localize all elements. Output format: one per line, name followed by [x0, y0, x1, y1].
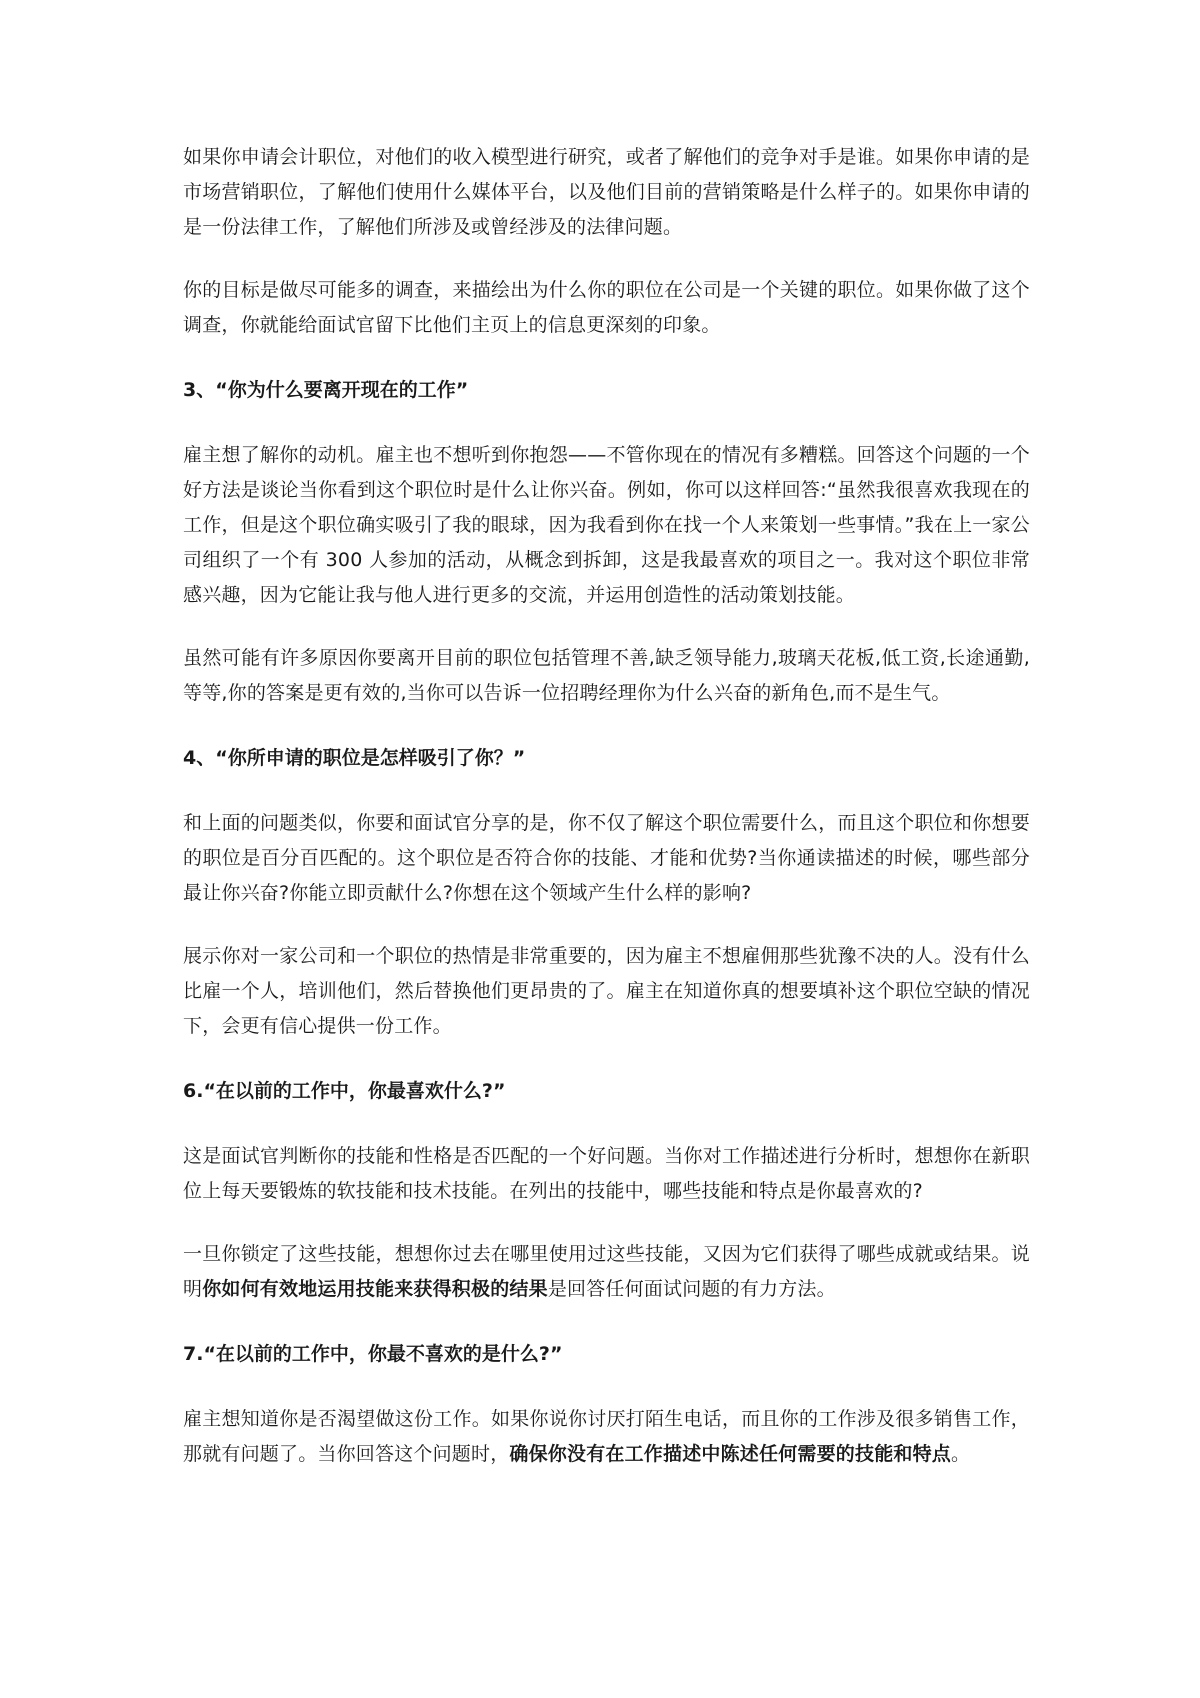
text-run: 一旦你锁定了这些技能，想想你过去在哪里使用过这些技能，又因为它们获得了哪些成就或结果。说明: [183, 1243, 1030, 1300]
heading-question-4: 4、“你所申请的职位是怎样吸引了你？”: [183, 747, 526, 769]
heading-question-6: 6.“在以前的工作中，你最喜欢什么?”: [183, 1080, 506, 1102]
paragraph-research-goal: 你的目标是做尽可能多的调查，来描绘出为什么你的职位在公司是一个关键的职位。如果你做了这个调查，你就能给面试官留下比他们主页上的信息更深刻的印象。: [183, 279, 1030, 336]
paragraph-least-favorite: [183, 1402, 1030, 1472]
text-run: 是回答任何面试问题的有力方法。: [547, 1278, 836, 1300]
bold-emphasis: 确保你没有在工作描述中陈述任何需要的技能和特点: [509, 1443, 952, 1465]
paragraph-show-enthusiasm: 展示你对一家公司和一个职位的热情是非常重要的，因为雇主不想雇佣那些犹豫不决的人。没有什么比雇一个人，培训他们，然后替换他们更昂贵的了。雇主在知道你真的想要填补这个职位空缺的情况下，会更有信心提供一份工作。: [183, 945, 1030, 1037]
bold-emphasis: 你如何有效地运用技能来获得积极的结果: [202, 1278, 548, 1300]
paragraph-leaving-reasons: 虽然可能有许多原因你要离开目前的职位包括管理不善,缺乏领导能力,玻璃天花板,低工资,长途通勤,等等,你的答案是更有效的,当你可以告诉一位招聘经理你为什么兴奋的新角色,而不是生气。: [183, 647, 1030, 704]
paragraph-leaving-motivation: 雇主想了解你的动机。雇主也不想听到你抱怨——不管你现在的情况有多糟糕。回答这个问题的一个好方法是谈论当你看到这个职位时是什么让你兴奋。例如，你可以这样回答:“虽然我很喜欢我现在的工作，但是这个职位确实吸引了我的眼球，因为我看到你在找一个人来策划一些事情。”我在上一家公司组织了一个有 300 人参加的活动，从概念到拆卸，这是我最喜欢的项目之一。我对这个职位非常感兴趣，因为它能让我与他人进行更多的交流，并运用创造性的活动策划技能。: [183, 444, 1030, 606]
paragraph-research-by-role: 如果你申请会计职位，对他们的收入模型进行研究，或者了解他们的竞争对手是谁。如果你申请的是市场营销职位，了解他们使用什么媒体平台，以及他们目前的营销策略是什么样子的。如果你申请的是一份法律工作，了解他们所涉及或曾经涉及的法律问题。: [183, 146, 1030, 238]
heading-question-3: 3、“你为什么要离开现在的工作”: [183, 379, 469, 401]
text-run: 。: [951, 1443, 971, 1465]
paragraph-position-match: 和上面的问题类似，你要和面试官分享的是，你不仅了解这个职位需要什么，而且这个职位和你想要的职位是百分百匹配的。这个职位是否符合你的技能、才能和优势?当你通读描述的时候，哪些部分最让你兴奋?你能立即贡献什么?你想在这个领域产生什么样的影响?: [183, 812, 1030, 904]
heading-question-7: 7.“在以前的工作中，你最不喜欢的是什么?”: [183, 1343, 563, 1365]
paragraph-favorite-skills: 这是面试官判断你的技能和性格是否匹配的一个好问题。当你对工作描述进行分析时，想想你在新职位上每天要锻炼的软技能和技术技能。在列出的技能中，哪些技能和特点是你最喜欢的?: [183, 1145, 1030, 1202]
paragraph-skill-results: [183, 1237, 1030, 1307]
text-run: 雇主想知道你是否渴望做这份工作。如果你说你讨厌打陌生电话，而且你的工作涉及很多销售工作，那就有问题了。当你回答这个问题时，: [183, 1408, 1030, 1465]
